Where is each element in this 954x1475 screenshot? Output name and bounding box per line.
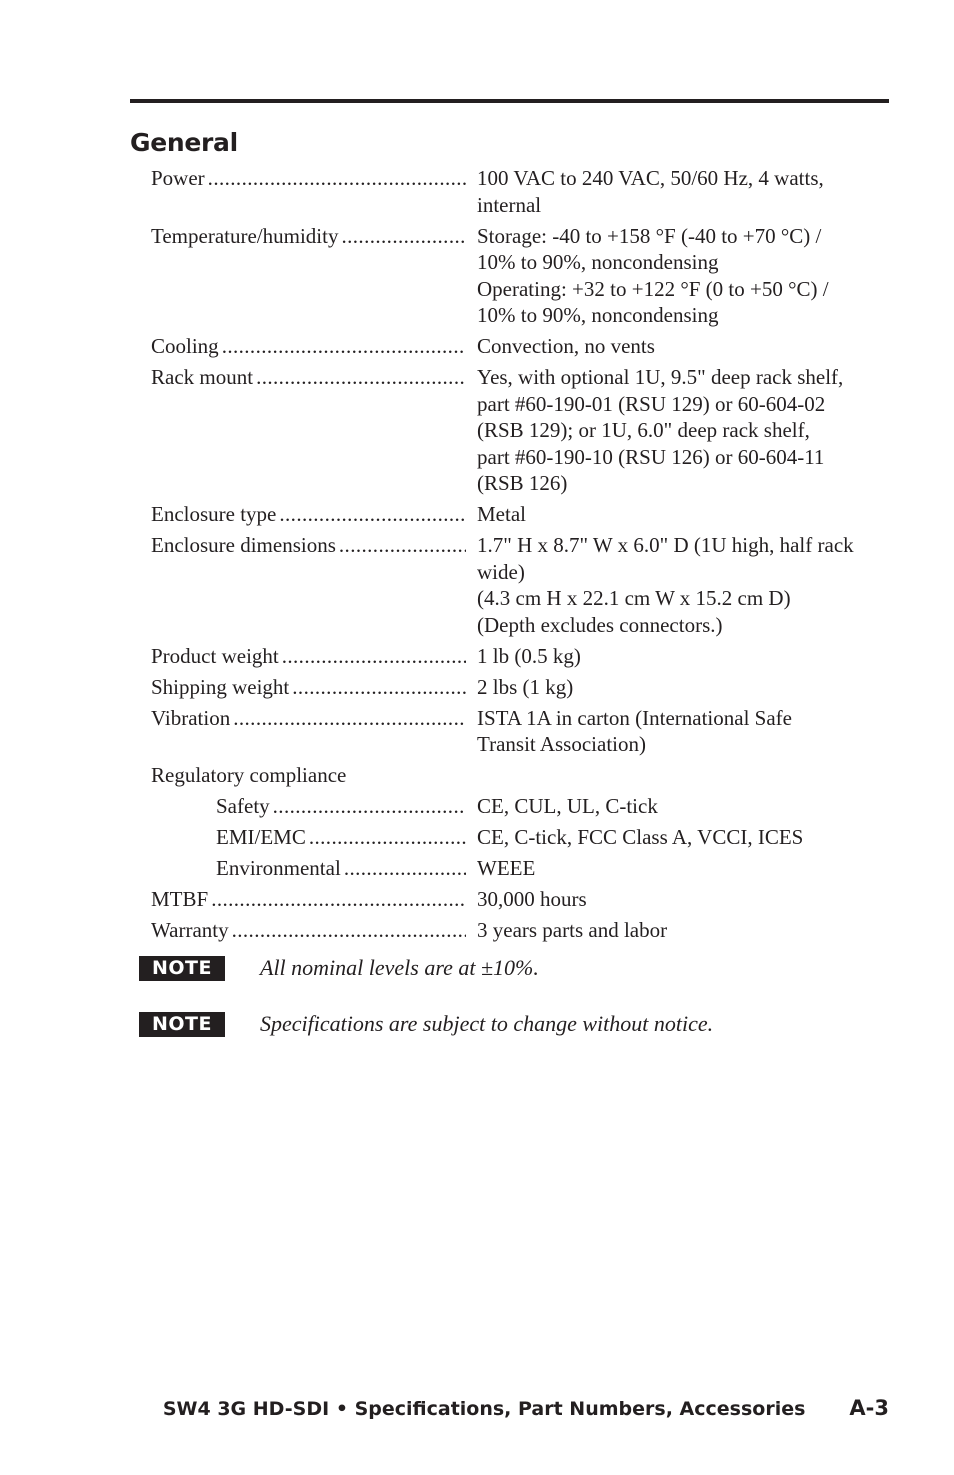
footer-title: SW4 3G HD-SDI • Specifications, Part Numbers, Accessories bbox=[162, 1398, 806, 1420]
spec-row-rack-mount bbox=[151, 364, 891, 497]
spec-value: CE, C-tick, FCC Class A, VCCI, ICES bbox=[477, 825, 804, 849]
spec-row-warranty bbox=[151, 917, 891, 944]
page-footer bbox=[0, 1396, 889, 1420]
spec-table bbox=[151, 165, 891, 948]
spec-label: Regulatory compliance bbox=[151, 763, 347, 787]
spec-row-environmental bbox=[151, 855, 891, 882]
note-text: All nominal levels are at ±10%. bbox=[260, 955, 539, 980]
spec-label: EMI/EMC bbox=[216, 825, 306, 849]
spec-value: Storage: -40 to +158 °F (-40 to +70 °C) / 10% to 90%, noncondensing Operating: +32 to +122 °F (0 to +50 °C) / 10% to 90%, noncondensing bbox=[477, 223, 829, 327]
section-title: General bbox=[130, 128, 238, 157]
spec-label: Vibration bbox=[151, 705, 231, 730]
page-number: A-3 bbox=[849, 1396, 889, 1420]
spec-label: Environmental bbox=[216, 856, 341, 880]
spec-value: 1.7" H x 8.7" W x 6.0" D (1U high, half rack wide) (4.3 cm H x 22.1 cm W x 15.2 cm D) (Depth excludes connectors.) bbox=[477, 533, 854, 637]
spec-label: Cooling bbox=[151, 334, 219, 358]
spec-row-product-weight bbox=[151, 643, 891, 670]
spec-label: Warranty bbox=[151, 918, 229, 942]
spec-value: 1 lb (0.5 kg) bbox=[477, 643, 581, 668]
spec-value: ISTA 1A in carton (International Safe Transit Association) bbox=[477, 705, 792, 756]
spec-value: Yes, with optional 1U, 9.5" deep rack shelf, part #60-190-01 (RSU 129) or 60-604-02 (RSB 129); or 1U, 6.0" deep rack shelf, part #60-190-10 (RSU 126) or 60-604-11 (RSB 126) bbox=[477, 365, 844, 495]
spec-value bbox=[466, 762, 891, 789]
spec-label: Power bbox=[151, 166, 205, 190]
top-rule bbox=[130, 99, 889, 103]
note-badge: NOTE bbox=[139, 956, 225, 981]
spec-value: CE, CUL, UL, C-tick bbox=[477, 794, 658, 818]
spec-row-safety bbox=[151, 793, 891, 820]
spec-label: Product weight bbox=[151, 643, 279, 668]
note-badge: NOTE bbox=[139, 1012, 225, 1037]
note-text: Specifications are subject to change without notice. bbox=[260, 1011, 714, 1036]
spec-label: Rack mount bbox=[151, 365, 254, 389]
spec-label: Temperature/humidity bbox=[151, 223, 339, 248]
spec-label: Shipping weight bbox=[151, 674, 290, 699]
spec-value: 30,000 hours bbox=[477, 887, 587, 911]
spec-label: MTBF bbox=[151, 887, 209, 911]
spec-row-emi-emc bbox=[151, 824, 891, 851]
spec-row-temperature-humidity bbox=[151, 223, 891, 329]
spec-row-cooling bbox=[151, 333, 891, 360]
note-specifications-change bbox=[139, 1009, 899, 1039]
spec-value: 3 years parts and labor bbox=[477, 918, 668, 942]
notes bbox=[139, 953, 899, 1065]
spec-row-mtbf bbox=[151, 886, 891, 913]
spec-row-power bbox=[151, 165, 891, 218]
spec-value: 100 VAC to 240 VAC, 50/60 Hz, 4 watts, internal bbox=[477, 166, 824, 217]
spec-value: Metal bbox=[477, 502, 526, 526]
spec-label: Enclosure dimensions bbox=[151, 533, 336, 557]
spec-value: Convection, no vents bbox=[477, 334, 655, 358]
spec-value: 2 lbs (1 kg) bbox=[477, 674, 574, 699]
spec-row-shipping-weight bbox=[151, 674, 891, 701]
spec-value: WEEE bbox=[477, 856, 536, 880]
spec-row-vibration bbox=[151, 705, 891, 758]
spec-row-regulatory-compliance bbox=[151, 762, 891, 789]
note-nominal-levels bbox=[139, 953, 899, 983]
spec-row-enclosure-type bbox=[151, 501, 891, 528]
spec-row-enclosure-dimensions bbox=[151, 532, 891, 638]
spec-label: Enclosure type bbox=[151, 502, 277, 526]
spec-label: Safety bbox=[216, 794, 270, 818]
